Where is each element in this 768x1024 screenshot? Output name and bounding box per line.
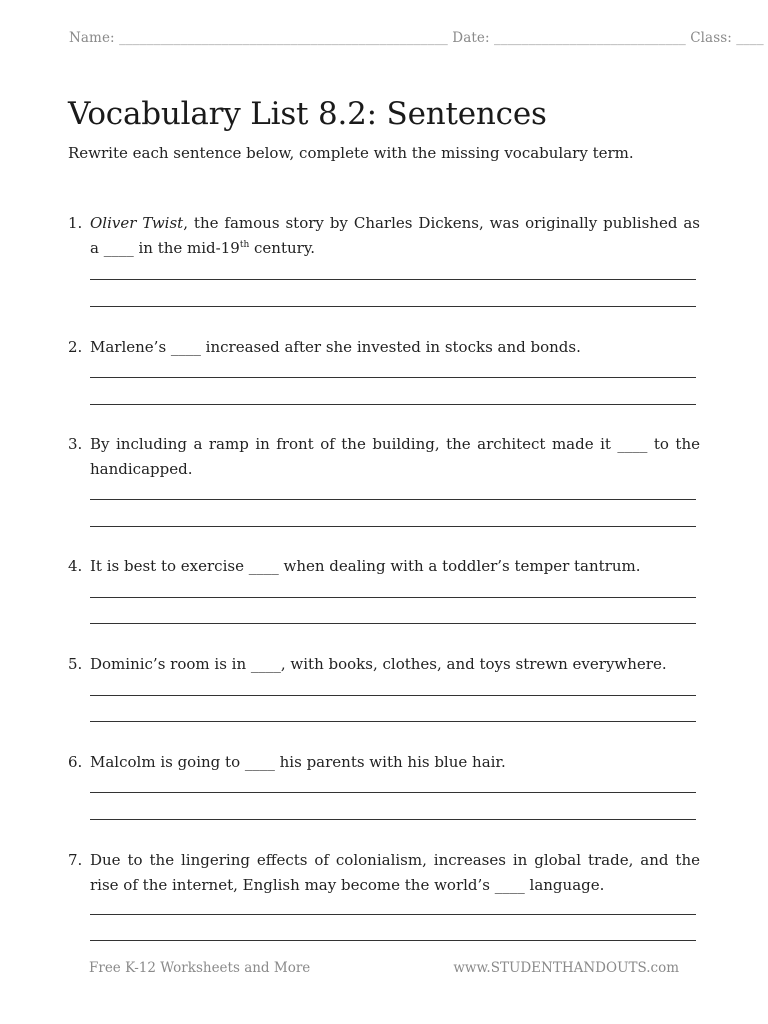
question-text: By including a ramp in front of the building, the architect made it ____ to the handicapped.	[90, 435, 700, 478]
answer-line[interactable]	[90, 819, 696, 820]
question-3	[68, 432, 700, 482]
answer-line[interactable]	[90, 597, 696, 598]
question-2	[68, 335, 700, 360]
answer-line[interactable]	[90, 792, 696, 793]
question-5	[68, 652, 700, 677]
answer-line[interactable]	[90, 404, 696, 405]
question-number: 1.	[68, 214, 83, 232]
answer-line[interactable]	[90, 526, 696, 527]
question-6	[68, 750, 700, 775]
header-fields: Name: ________________________________________________ Date: ____________________________ Class: ____	[69, 30, 764, 46]
instructions: Rewrite each sentence below, complete with the missing vocabulary term.	[68, 144, 634, 162]
question-number: 7.	[68, 851, 83, 869]
question-text: It is best to exercise ____ when dealing with a toddler’s temper tantrum.	[90, 557, 641, 575]
question-text: Dominic’s room is in ____, with books, clothes, and toys strewn everywhere.	[90, 655, 667, 673]
question-text: Marlene’s ____ increased after she invested in stocks and bonds.	[90, 338, 581, 356]
question-7	[68, 848, 700, 898]
question-text: Due to the lingering effects of colonialism, increases in global trade, and the rise of the internet, English may become the world’s ____ language.	[90, 851, 700, 894]
footer-tagline: Free K-12 Worksheets and More	[89, 960, 311, 976]
footer-website[interactable]: www.STUDENTHANDOUTS.com	[453, 960, 679, 976]
question-4	[68, 554, 700, 579]
answer-line[interactable]	[90, 914, 696, 915]
answer-line[interactable]	[90, 499, 696, 500]
answer-line[interactable]	[90, 279, 696, 280]
question-number: 2.	[68, 338, 83, 356]
question-number: 6.	[68, 753, 83, 771]
answer-line[interactable]	[90, 377, 696, 378]
answer-line[interactable]	[90, 721, 696, 722]
answer-line[interactable]	[90, 306, 696, 307]
answer-line[interactable]	[90, 623, 696, 624]
question-text: Oliver Twist, the famous story by Charles Dickens, was originally published as a ____ in the mid-19th century.	[90, 214, 701, 257]
answer-line[interactable]	[90, 695, 696, 696]
question-1	[68, 211, 700, 261]
question-number: 5.	[68, 655, 83, 673]
question-text: Malcolm is going to ____ his parents with his blue hair.	[90, 753, 506, 771]
question-number: 4.	[68, 557, 83, 575]
book-title: Oliver Twist	[90, 214, 184, 232]
question-number: 3.	[68, 435, 83, 453]
answer-line[interactable]	[90, 940, 696, 941]
page-title: Vocabulary List 8.2: Sentences	[68, 96, 547, 132]
